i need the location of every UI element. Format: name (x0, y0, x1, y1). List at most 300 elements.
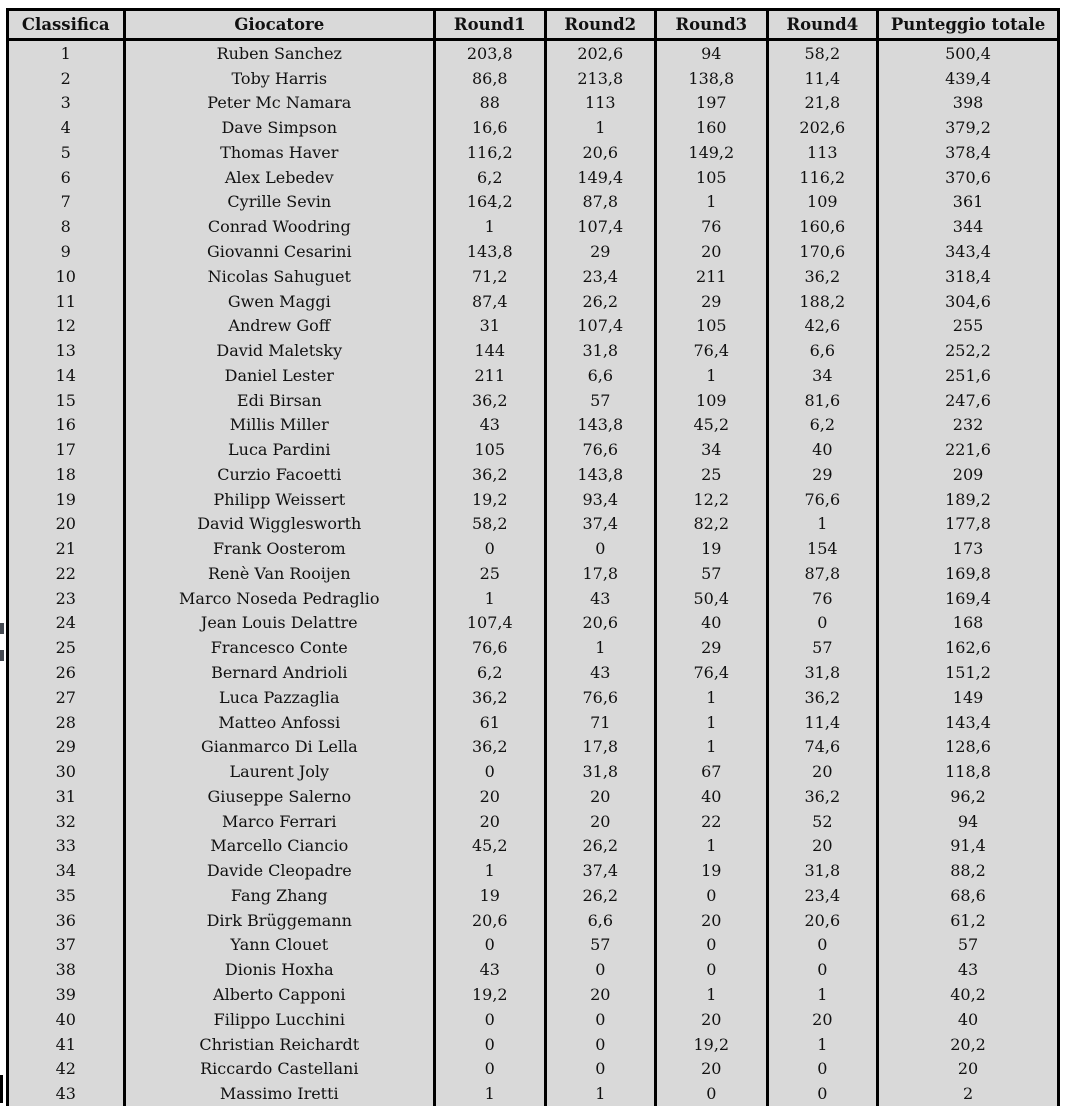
round1-cell: 25 (435, 561, 546, 586)
round3-cell: 1 (656, 834, 768, 859)
round4-cell: 31,8 (767, 858, 878, 883)
player-cell: Marco Noseda Pedraglio (124, 586, 434, 611)
player-cell: Luca Pardini (124, 437, 434, 462)
round3-cell: 1 (656, 685, 768, 710)
player-cell: Philipp Weissert (124, 487, 434, 512)
round1-cell: 0 (435, 933, 546, 958)
player-cell: Nicolas Sahuguet (124, 264, 434, 289)
player-cell: Jean Louis Delattre (124, 611, 434, 636)
round3-cell: 160 (656, 115, 768, 140)
round2-cell: 37,4 (545, 858, 656, 883)
rank-cell: 3 (8, 91, 125, 116)
total-cell: 221,6 (878, 437, 1059, 462)
round3-cell: 29 (656, 289, 768, 314)
rank-cell: 9 (8, 239, 125, 264)
total-cell: 251,6 (878, 363, 1059, 388)
player-cell: Matteo Anfossi (124, 710, 434, 735)
column-header-classifica: Classifica (8, 10, 125, 40)
round1-cell: 58,2 (435, 512, 546, 537)
round2-cell: 57 (545, 933, 656, 958)
total-cell: 209 (878, 462, 1059, 487)
round4-cell: 76,6 (767, 487, 878, 512)
total-cell: 398 (878, 91, 1059, 116)
round3-cell: 94 (656, 40, 768, 66)
round4-cell: 42,6 (767, 313, 878, 338)
round3-cell: 105 (656, 313, 768, 338)
round1-cell: 143,8 (435, 239, 546, 264)
round2-cell: 29 (545, 239, 656, 264)
total-cell: 361 (878, 190, 1059, 215)
rank-cell: 25 (8, 635, 125, 660)
round1-cell: 43 (435, 957, 546, 982)
table-row (8, 784, 1059, 809)
round4-cell: 0 (767, 957, 878, 982)
round1-cell: 36,2 (435, 734, 546, 759)
table-row (8, 858, 1059, 883)
rank-cell: 15 (8, 388, 125, 413)
table-row (8, 710, 1059, 735)
round3-cell: 19 (656, 536, 768, 561)
round2-cell: 20,6 (545, 140, 656, 165)
total-cell: 57 (878, 933, 1059, 958)
player-cell: Millis Miller (124, 412, 434, 437)
rank-cell: 33 (8, 834, 125, 859)
player-cell: Dave Simpson (124, 115, 434, 140)
rank-cell: 43 (8, 1081, 125, 1106)
table-body (8, 40, 1059, 1106)
rank-cell: 11 (8, 289, 125, 314)
round2-cell: 149,4 (545, 165, 656, 190)
total-cell: 169,4 (878, 586, 1059, 611)
rank-cell: 28 (8, 710, 125, 735)
table-row (8, 91, 1059, 116)
round4-cell: 11,4 (767, 710, 878, 735)
round3-cell: 197 (656, 91, 768, 116)
round2-cell: 20 (545, 784, 656, 809)
rank-cell: 14 (8, 363, 125, 388)
round3-cell: 138,8 (656, 66, 768, 91)
round3-cell: 19,2 (656, 1032, 768, 1057)
round4-cell: 1 (767, 982, 878, 1007)
rank-cell: 40 (8, 1007, 125, 1032)
round3-cell: 76 (656, 214, 768, 239)
round1-cell: 19 (435, 883, 546, 908)
round2-cell: 57 (545, 388, 656, 413)
rank-cell: 10 (8, 264, 125, 289)
round4-cell: 52 (767, 809, 878, 834)
player-cell: Fang Zhang (124, 883, 434, 908)
total-cell: 304,6 (878, 289, 1059, 314)
total-cell: 94 (878, 809, 1059, 834)
total-cell: 2 (878, 1081, 1059, 1106)
round2-cell: 1 (545, 115, 656, 140)
round3-cell: 45,2 (656, 412, 768, 437)
round4-cell: 87,8 (767, 561, 878, 586)
round4-cell: 20 (767, 759, 878, 784)
total-cell: 344 (878, 214, 1059, 239)
table-row (8, 635, 1059, 660)
round4-cell: 34 (767, 363, 878, 388)
column-header-round1: Round1 (435, 10, 546, 40)
round3-cell: 82,2 (656, 512, 768, 537)
table-row (8, 660, 1059, 685)
round3-cell: 50,4 (656, 586, 768, 611)
round1-cell: 43 (435, 412, 546, 437)
round2-cell: 31,8 (545, 338, 656, 363)
total-cell: 43 (878, 957, 1059, 982)
rank-cell: 23 (8, 586, 125, 611)
table-row (8, 115, 1059, 140)
player-cell: Frank Oosterom (124, 536, 434, 561)
round4-cell: 1 (767, 1032, 878, 1057)
rank-cell: 18 (8, 462, 125, 487)
total-cell: 40 (878, 1007, 1059, 1032)
round1-cell: 1 (435, 586, 546, 611)
round1-cell: 107,4 (435, 611, 546, 636)
round4-cell: 160,6 (767, 214, 878, 239)
player-cell: Thomas Haver (124, 140, 434, 165)
player-cell: David Wigglesworth (124, 512, 434, 537)
rank-cell: 2 (8, 66, 125, 91)
player-cell: Marcello Ciancio (124, 834, 434, 859)
round4-cell: 23,4 (767, 883, 878, 908)
player-cell: Marco Ferrari (124, 809, 434, 834)
table-row (8, 536, 1059, 561)
round2-cell: 143,8 (545, 412, 656, 437)
round4-cell: 20 (767, 1007, 878, 1032)
table-row (8, 264, 1059, 289)
round4-cell: 58,2 (767, 40, 878, 66)
round4-cell: 1 (767, 512, 878, 537)
round2-cell: 107,4 (545, 214, 656, 239)
total-cell: 439,4 (878, 66, 1059, 91)
rank-cell: 1 (8, 40, 125, 66)
round1-cell: 36,2 (435, 685, 546, 710)
player-cell: Renè Van Rooijen (124, 561, 434, 586)
round2-cell: 0 (545, 536, 656, 561)
round4-cell: 0 (767, 933, 878, 958)
rank-cell: 12 (8, 313, 125, 338)
round2-cell: 17,8 (545, 734, 656, 759)
round4-cell: 0 (767, 1056, 878, 1081)
round2-cell: 202,6 (545, 40, 656, 66)
round3-cell: 20 (656, 239, 768, 264)
table-row (8, 437, 1059, 462)
round4-cell: 40 (767, 437, 878, 462)
round2-cell: 87,8 (545, 190, 656, 215)
round2-cell: 31,8 (545, 759, 656, 784)
round3-cell: 19 (656, 858, 768, 883)
screen-edge-artifact (0, 650, 4, 661)
round1-cell: 86,8 (435, 66, 546, 91)
round2-cell: 1 (545, 635, 656, 660)
table-row (8, 1007, 1059, 1032)
round2-cell: 6,6 (545, 363, 656, 388)
player-cell: Giovanni Cesarini (124, 239, 434, 264)
table-header-row (8, 10, 1059, 40)
round3-cell: 20 (656, 908, 768, 933)
round3-cell: 34 (656, 437, 768, 462)
player-cell: Alberto Capponi (124, 982, 434, 1007)
round2-cell: 20 (545, 809, 656, 834)
rank-cell: 37 (8, 933, 125, 958)
rank-cell: 31 (8, 784, 125, 809)
table-row (8, 462, 1059, 487)
round3-cell: 57 (656, 561, 768, 586)
rank-cell: 39 (8, 982, 125, 1007)
player-cell: Yann Clouet (124, 933, 434, 958)
round4-cell: 0 (767, 611, 878, 636)
round1-cell: 0 (435, 536, 546, 561)
table-row (8, 561, 1059, 586)
table-row (8, 1032, 1059, 1057)
round3-cell: 20 (656, 1007, 768, 1032)
total-cell: 378,4 (878, 140, 1059, 165)
rank-cell: 13 (8, 338, 125, 363)
player-cell: Francesco Conte (124, 635, 434, 660)
round4-cell: 6,2 (767, 412, 878, 437)
total-cell: 128,6 (878, 734, 1059, 759)
table-row (8, 883, 1059, 908)
round1-cell: 116,2 (435, 140, 546, 165)
round2-cell: 213,8 (545, 66, 656, 91)
round3-cell: 1 (656, 710, 768, 735)
round2-cell: 0 (545, 1032, 656, 1057)
screen-edge-artifact (0, 1075, 3, 1103)
round3-cell: 105 (656, 165, 768, 190)
round1-cell: 144 (435, 338, 546, 363)
round4-cell: 0 (767, 1081, 878, 1106)
table-row (8, 908, 1059, 933)
total-cell: 232 (878, 412, 1059, 437)
table-row (8, 487, 1059, 512)
round4-cell: 170,6 (767, 239, 878, 264)
round1-cell: 71,2 (435, 264, 546, 289)
table-row (8, 734, 1059, 759)
player-cell: Andrew Goff (124, 313, 434, 338)
table-row (8, 1081, 1059, 1106)
round3-cell: 25 (656, 462, 768, 487)
round3-cell: 76,4 (656, 338, 768, 363)
screen-edge-artifact (0, 623, 4, 634)
round4-cell: 36,2 (767, 264, 878, 289)
player-cell: Dirk Brüggemann (124, 908, 434, 933)
player-cell: Dionis Hoxha (124, 957, 434, 982)
round2-cell: 0 (545, 1007, 656, 1032)
total-cell: 169,8 (878, 561, 1059, 586)
table-row (8, 957, 1059, 982)
table-row (8, 611, 1059, 636)
player-cell: Gwen Maggi (124, 289, 434, 314)
player-cell: Bernard Andrioli (124, 660, 434, 685)
total-cell: 162,6 (878, 635, 1059, 660)
round1-cell: 19,2 (435, 982, 546, 1007)
total-cell: 189,2 (878, 487, 1059, 512)
round3-cell: 109 (656, 388, 768, 413)
total-cell: 91,4 (878, 834, 1059, 859)
round3-cell: 29 (656, 635, 768, 660)
round2-cell: 76,6 (545, 437, 656, 462)
round2-cell: 76,6 (545, 685, 656, 710)
rank-cell: 8 (8, 214, 125, 239)
rank-cell: 38 (8, 957, 125, 982)
round2-cell: 43 (545, 660, 656, 685)
round1-cell: 36,2 (435, 388, 546, 413)
player-cell: David Maletsky (124, 338, 434, 363)
table-row (8, 933, 1059, 958)
round3-cell: 76,4 (656, 660, 768, 685)
round4-cell: 116,2 (767, 165, 878, 190)
round3-cell: 22 (656, 809, 768, 834)
round1-cell: 6,2 (435, 660, 546, 685)
round1-cell: 45,2 (435, 834, 546, 859)
round1-cell: 36,2 (435, 462, 546, 487)
round2-cell: 26,2 (545, 834, 656, 859)
round1-cell: 1 (435, 1081, 546, 1106)
round2-cell: 17,8 (545, 561, 656, 586)
ranking-table (6, 8, 1060, 1106)
total-cell: 151,2 (878, 660, 1059, 685)
round3-cell: 0 (656, 883, 768, 908)
table-row (8, 40, 1059, 66)
round1-cell: 88 (435, 91, 546, 116)
rank-cell: 30 (8, 759, 125, 784)
table-row (8, 66, 1059, 91)
round1-cell: 61 (435, 710, 546, 735)
round4-cell: 76 (767, 586, 878, 611)
player-cell: Gianmarco Di Lella (124, 734, 434, 759)
table-row (8, 239, 1059, 264)
table-row (8, 412, 1059, 437)
rank-cell: 7 (8, 190, 125, 215)
round4-cell: 36,2 (767, 784, 878, 809)
table-row (8, 338, 1059, 363)
round2-cell: 37,4 (545, 512, 656, 537)
table-row (8, 685, 1059, 710)
table-row (8, 809, 1059, 834)
player-cell: Luca Pazzaglia (124, 685, 434, 710)
player-cell: Alex Lebedev (124, 165, 434, 190)
rank-cell: 41 (8, 1032, 125, 1057)
rank-cell: 36 (8, 908, 125, 933)
round1-cell: 31 (435, 313, 546, 338)
round1-cell: 16,6 (435, 115, 546, 140)
table-row (8, 388, 1059, 413)
round1-cell: 0 (435, 1032, 546, 1057)
round4-cell: 74,6 (767, 734, 878, 759)
player-cell: Davide Cleopadre (124, 858, 434, 883)
table-row (8, 363, 1059, 388)
column-header-giocatore: Giocatore (124, 10, 434, 40)
total-cell: 96,2 (878, 784, 1059, 809)
round1-cell: 20 (435, 809, 546, 834)
total-cell: 68,6 (878, 883, 1059, 908)
round1-cell: 1 (435, 858, 546, 883)
rank-cell: 34 (8, 858, 125, 883)
table-row (8, 313, 1059, 338)
rank-cell: 22 (8, 561, 125, 586)
total-cell: 20,2 (878, 1032, 1059, 1057)
rank-cell: 5 (8, 140, 125, 165)
player-cell: Filippo Lucchini (124, 1007, 434, 1032)
round2-cell: 113 (545, 91, 656, 116)
total-cell: 40,2 (878, 982, 1059, 1007)
rank-cell: 20 (8, 512, 125, 537)
round3-cell: 40 (656, 611, 768, 636)
total-cell: 255 (878, 313, 1059, 338)
round2-cell: 93,4 (545, 487, 656, 512)
table-row (8, 289, 1059, 314)
rank-cell: 21 (8, 536, 125, 561)
table-row (8, 165, 1059, 190)
rank-cell: 19 (8, 487, 125, 512)
round1-cell: 0 (435, 1007, 546, 1032)
round4-cell: 31,8 (767, 660, 878, 685)
round2-cell: 26,2 (545, 883, 656, 908)
round4-cell: 57 (767, 635, 878, 660)
table-row (8, 512, 1059, 537)
round2-cell: 6,6 (545, 908, 656, 933)
total-cell: 177,8 (878, 512, 1059, 537)
player-cell: Curzio Facoetti (124, 462, 434, 487)
rank-cell: 4 (8, 115, 125, 140)
round1-cell: 0 (435, 759, 546, 784)
round1-cell: 76,6 (435, 635, 546, 660)
round1-cell: 164,2 (435, 190, 546, 215)
total-cell: 247,6 (878, 388, 1059, 413)
round4-cell: 20,6 (767, 908, 878, 933)
player-cell: Riccardo Castellani (124, 1056, 434, 1081)
round2-cell: 1 (545, 1081, 656, 1106)
table-row (8, 214, 1059, 239)
total-cell: 252,2 (878, 338, 1059, 363)
round3-cell: 0 (656, 933, 768, 958)
round3-cell: 67 (656, 759, 768, 784)
round1-cell: 19,2 (435, 487, 546, 512)
table-row (8, 586, 1059, 611)
table-row (8, 1056, 1059, 1081)
round2-cell: 26,2 (545, 289, 656, 314)
round4-cell: 188,2 (767, 289, 878, 314)
round4-cell: 109 (767, 190, 878, 215)
round1-cell: 20,6 (435, 908, 546, 933)
round1-cell: 20 (435, 784, 546, 809)
total-cell: 149 (878, 685, 1059, 710)
player-cell: Ruben Sanchez (124, 40, 434, 66)
round1-cell: 87,4 (435, 289, 546, 314)
round4-cell: 11,4 (767, 66, 878, 91)
rank-cell: 35 (8, 883, 125, 908)
round4-cell: 6,6 (767, 338, 878, 363)
column-header-punteggio-totale: Punteggio totale (878, 10, 1059, 40)
rank-cell: 42 (8, 1056, 125, 1081)
rank-cell: 32 (8, 809, 125, 834)
total-cell: 88,2 (878, 858, 1059, 883)
round1-cell: 0 (435, 1056, 546, 1081)
total-cell: 20 (878, 1056, 1059, 1081)
table-row (8, 759, 1059, 784)
round2-cell: 20,6 (545, 611, 656, 636)
table-row (8, 834, 1059, 859)
total-cell: 379,2 (878, 115, 1059, 140)
total-cell: 343,4 (878, 239, 1059, 264)
round3-cell: 12,2 (656, 487, 768, 512)
rank-cell: 27 (8, 685, 125, 710)
round3-cell: 1 (656, 190, 768, 215)
table-row (8, 190, 1059, 215)
player-cell: Christian Reichardt (124, 1032, 434, 1057)
round3-cell: 1 (656, 363, 768, 388)
